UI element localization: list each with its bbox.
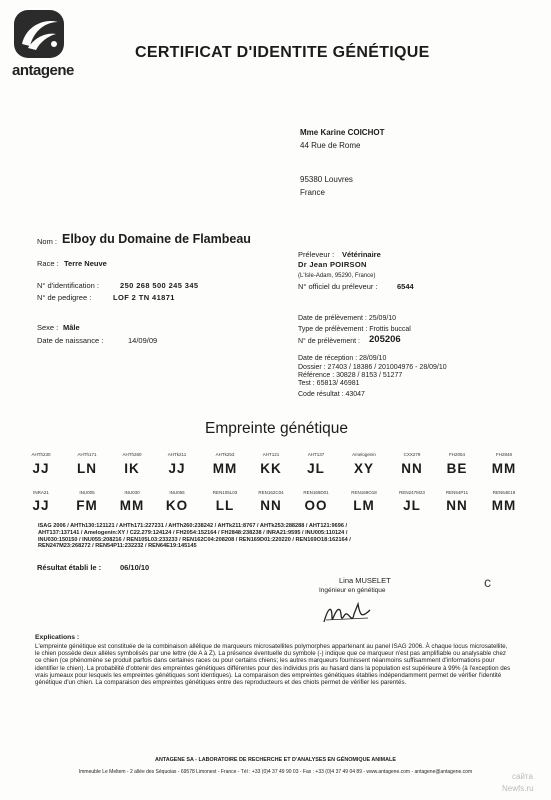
marker-locus [342, 452, 386, 476]
test: Test : 65813/ 46981 [298, 380, 360, 387]
marker-name: REN169O18 [351, 490, 377, 495]
marker-genotype: JJ [32, 461, 50, 476]
marker-locus [435, 490, 479, 513]
code-resultat: Code résultat : 43047 [298, 391, 365, 398]
marker-locus [155, 490, 199, 513]
marker-locus [294, 452, 338, 476]
marker-genotype: XY [353, 461, 374, 476]
explications-label: Explications : [35, 634, 80, 641]
marker-name: AHTk211 [167, 452, 187, 457]
marker-genotype: NN [260, 498, 282, 513]
marker-locus [110, 452, 154, 476]
marker-genotype: MM [491, 461, 517, 476]
marker-locus [65, 452, 109, 476]
marker-locus [482, 490, 526, 513]
marker-name: INRA21 [33, 490, 49, 495]
isag-line: ISAG 2006 / AHTh130:121121 / AHTh171:227231 / AHTh260:238242 / AHTk211:8767 / AHTk253:288288 / AHT121:9696 / [38, 523, 348, 529]
marker-genotype: KO [165, 498, 189, 513]
owner-city: 95380 Louvres [300, 175, 353, 184]
marker-locus [19, 452, 63, 476]
race-label: Race : [37, 259, 59, 268]
owner-street: 44 Rue de Rome [300, 141, 361, 150]
footer-address: Immeuble Le Meltem - 2 allée des Séquoias - 69578 Limonest - France - Tél : +33 (0)4 37 49 90 03 - Fax : +33 (0)4 37 49 04 89 - www.antagene.com - antagene@antagene.com [78, 769, 473, 775]
marker-name: AHT121 [262, 452, 280, 457]
isag-line: INU030:150150 / INU055:208216 / REN105L03:233233 / REN162C04:208208 / REN169D01:220220 / REN169O18:162164 / [38, 536, 351, 543]
ident-value: 250 268 500 245 345 [120, 281, 199, 290]
marker-genotype: FM [76, 498, 98, 513]
marker-name: INU005 [79, 490, 95, 495]
logo-text: antagene [12, 62, 74, 79]
owner-name: Mme Karine COICHOT [300, 128, 385, 137]
dog-name: Elboy du Domaine de Flambeau [62, 232, 251, 246]
date-reception: Date de réception : 28/09/10 [298, 355, 387, 362]
marker-name: AHTh171 [77, 452, 97, 457]
num-prelevement-label: N° de prélèvement : [298, 338, 360, 345]
marker-locus [110, 490, 154, 513]
marker-name: FH2054 [448, 452, 465, 457]
marker-name: REN105L03 [212, 490, 238, 495]
ident-label: N° d'identification : [37, 281, 99, 290]
preleveur-official-label: N° officiel du préleveur : [298, 282, 378, 291]
marker-name: REN64E19 [492, 490, 516, 495]
watermark-line1: сайта [512, 772, 533, 781]
marker-genotype: LL [215, 498, 235, 513]
isag-genotypes [38, 523, 508, 550]
result-date: 06/10/10 [120, 563, 150, 572]
marker-locus [390, 490, 434, 513]
reference: Référence : 30828 / 8153 / 51277 [298, 372, 403, 379]
preleveur-official-value: 6544 [397, 282, 414, 291]
antagene-logo-icon [10, 8, 68, 60]
type-prelevement: Type de prélèvement : Frottis buccal [298, 326, 411, 333]
marker-name: INU030 [124, 490, 140, 495]
marker-name: REN247M23 [399, 490, 425, 495]
page-mark: c [484, 574, 491, 590]
marker-name: CXX279 [403, 452, 421, 457]
marker-genotype: NN [446, 498, 468, 513]
marker-locus [294, 490, 338, 513]
marker-locus [203, 490, 247, 513]
signer-name: Lina MUSELET [339, 576, 391, 585]
marker-locus [342, 490, 386, 513]
marker-name: Amelogenin [352, 452, 376, 457]
marker-name: AHT137 [307, 452, 325, 457]
dob-value: 14/09/09 [128, 336, 158, 345]
owner-country: France [300, 188, 325, 197]
marker-genotype: NN [401, 461, 423, 476]
sexe-value: Mâle [63, 323, 80, 332]
preleveur-label: Préleveur : [298, 250, 335, 259]
marker-locus [390, 452, 434, 476]
explications-text: L'empreinte génétique est constituée de la combinaison allélique de marqueurs microsatellites polymorphes appartenant au panel ISAG 2006. À chaque locus microsatellite, le chien possède deux allèles symbolisés par une lettre (de A à Z). La présence éventuelle du symbole (-) indique que ce marqueur n'est pas amplifiable ou analysable chez ce chien (ce phénomène se produit parfois dans certaines races ou pour certains chiens; les autres marqueurs fournissent néanmoins suffisamment d'informations pour identifier le chien). La probabilité d'obtenir des empreintes génétiques différentes pour des individus pris au hasard dans la population est supérieure à 99% (à l'exception des vrais jumeaux pour lesquels les empreintes génétiques sont identiques). La comparaison des empreintes génétiques établies indépendamment permet de vérifier l'identité génétique d'un chien. La comparaison des empreintes génétiques entre des reproducteurs et des chiots permet de vérifier les parentés. [35, 643, 511, 687]
marker-name: REN54P11 [445, 490, 469, 495]
marker-locus [249, 490, 293, 513]
marker-genotype: KK [260, 461, 282, 476]
result-label: Résultat établi le : [37, 563, 102, 572]
marker-genotype: MM [212, 461, 238, 476]
marker-genotype: IK [124, 461, 140, 476]
nom-label: Nom : [37, 237, 58, 246]
marker-locus [435, 452, 479, 476]
marker-genotype: JL [403, 498, 421, 513]
watermark-line2: Newfs.ru [502, 784, 534, 793]
marker-name: AHTh230 [31, 452, 51, 457]
num-prelevement-value: 205206 [369, 334, 401, 345]
race-value: Terre Neuve [64, 259, 107, 268]
marker-genotype: JL [307, 461, 325, 476]
preleveur-value: Vétérinaire [342, 250, 381, 259]
preleveur-doctor: Dr Jean POIRSON [298, 260, 367, 269]
signer-role: Ingénieur en génétique [319, 587, 386, 594]
date-prelevement: Date de prélèvement : 25/09/10 [298, 315, 397, 322]
marker-locus [65, 490, 109, 513]
signature-icon [318, 596, 378, 630]
marker-locus [249, 452, 293, 476]
marker-locus [203, 452, 247, 476]
dob-label: Date de naissance : [37, 336, 104, 345]
pedigree-value: LOF 2 TN 41871 [113, 293, 175, 302]
marker-locus [482, 452, 526, 476]
marker-genotype: JJ [32, 498, 50, 513]
marker-genotype: LN [77, 461, 97, 476]
dossier: Dossier : 27403 / 18386 / 201004976 - 28/09/10 [298, 364, 447, 371]
marker-name: AHTh260 [122, 452, 142, 457]
marker-name: REN162C04 [258, 490, 284, 495]
isag-line: AHT137:137141 / Amelogenin:XY / C22.279:124124 / FH2054:152164 / FH2848:238238 / INRA21:9595 / INU005:110124 / [38, 529, 348, 536]
marker-name: INU055 [169, 490, 185, 495]
marker-genotype: JJ [168, 461, 186, 476]
marker-locus [155, 452, 199, 476]
marker-genotype: BE [446, 461, 468, 476]
marker-name: REN169D01 [303, 490, 329, 495]
page-title: CERTIFICAT D'IDENTITE GÉNÉTIQUE [135, 44, 430, 61]
marker-name: FH2848 [495, 452, 512, 457]
marker-name: AHTk253 [215, 452, 235, 457]
preleveur-address: (L'Isle-Adam, 95290, France) [298, 273, 376, 279]
footer-company: ANTAGENE SA - LABORATOIRE DE RECHERCHE ET D'ANALYSES EN GÉNOMIQUE ANIMALE [155, 757, 396, 763]
marker-genotype: LM [353, 498, 375, 513]
marker-locus [19, 490, 63, 513]
empreinte-title: Empreinte génétique [205, 420, 349, 437]
marker-genotype: OO [304, 498, 328, 513]
marker-genotype: MM [119, 498, 145, 513]
sexe-label: Sexe : [37, 323, 59, 332]
marker-genotype: MM [491, 498, 517, 513]
pedigree-label: N° de pedigree : [37, 293, 92, 302]
isag-line: REN247M23:268272 / REN54P11:232232 / REN64E19:145145 [38, 543, 197, 550]
